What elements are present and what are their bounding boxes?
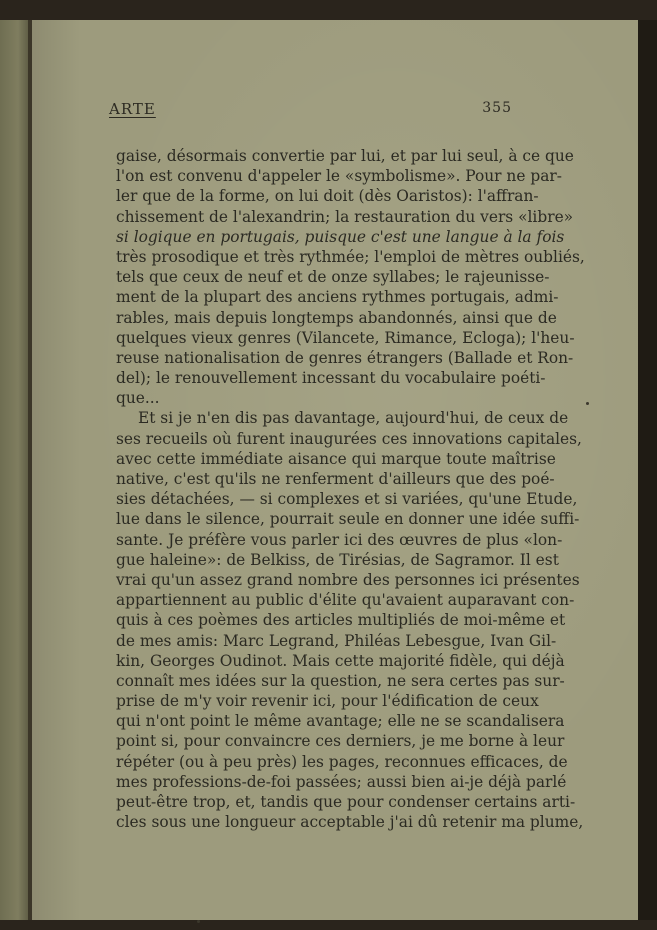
text-line: tels que ceux de neuf et de onze syllabes; le rajeunisse- xyxy=(116,268,550,287)
facing-page-edge xyxy=(0,20,30,920)
text-line: qui n'ont point le même avantage; elle ne se scandalisera xyxy=(116,712,565,731)
text-line: très prosodique et très rythmée; l'emploi de mètres oubliés, xyxy=(116,247,585,266)
running-head xyxy=(109,100,512,122)
body-text xyxy=(116,146,585,832)
text-line: prise de m'y voir revenir ici, pour l'édification de ceux xyxy=(116,692,539,711)
dark-background xyxy=(638,20,657,920)
text-line: ses recueils où furent inaugurées ces innovations capitales, xyxy=(116,429,582,448)
text-line: vrai qu'un assez grand nombre des personnes ici présentes xyxy=(116,570,580,589)
text-line: appartiennent au public d'élite qu'avaient auparavant con- xyxy=(116,591,575,610)
text-line: lue dans le silence, pourrait seule en donner une idée suffi- xyxy=(116,510,580,529)
text-line: reuse nationalisation de genres étrangers (Ballade et Ron- xyxy=(116,348,574,367)
text-line: native, c'est qu'ils ne renferment d'ailleurs que des poé- xyxy=(116,470,555,488)
text-line: mes professions-de-foi passées; aussi bien ai-je déjà parlé xyxy=(116,772,567,791)
paper-speck xyxy=(197,920,200,923)
text-line: Et si je n'en dis pas davantage, aujourd'hui, de ceux de xyxy=(138,409,569,428)
text-line: gue haleine»: de Belkiss, de Tirésias, de Sagramor. Il est xyxy=(116,550,559,569)
text-line: ment de la plupart des anciens rythmes portugais, admi- xyxy=(116,288,559,307)
paper-speck xyxy=(586,402,589,405)
running-head-title: ARTE xyxy=(109,100,156,118)
text-line: si logique en portugais, puisque c'est une langue à la fois xyxy=(116,227,565,246)
text-line: quelques vieux genres (Vilancete, Rimance, Ecloga); l'heu- xyxy=(116,328,575,347)
text-line: connaît mes idées sur la question, ne sera certes pas sur- xyxy=(116,671,565,690)
text-line: peut-être trop, et, tandis que pour condenser certains arti- xyxy=(116,793,576,811)
text-line: gaise, désormais convertie par lui, et par lui seul, à ce que xyxy=(116,147,574,165)
text-line: répéter (ou à peu près) les pages, reconnues efficaces, de xyxy=(116,752,568,771)
text-line: quis à ces poèmes des articles multipliés de moi-même et xyxy=(116,611,566,630)
text-line: sies détachées, — si complexes et si variées, qu'une Etude, xyxy=(116,490,578,509)
text-line: avec cette immédiate aisance qui marque toute maîtrise xyxy=(116,449,556,468)
text-line: que... xyxy=(116,389,160,408)
text-line: ler que de la forme, on lui doit (dès Oaristos): l'affran- xyxy=(116,187,539,206)
text-line: chissement de l'alexandrin; la restauration du vers «libre» xyxy=(116,207,574,226)
text-line: kin, Georges Oudinot. Mais cette majorité fidèle, qui déjà xyxy=(116,651,565,670)
page-number: 355 xyxy=(482,100,512,116)
text-line: del); le renouvellement incessant du vocabulaire poéti- xyxy=(116,369,546,388)
text-line: sante. Je préfère vous parler ici des œuvres de plus «lon- xyxy=(116,530,563,549)
text-line: cles sous une longueur acceptable j'ai dû retenir ma plume, xyxy=(116,813,584,832)
text-line: rables, mais depuis longtemps abandonnés, ainsi que de xyxy=(116,308,557,327)
text-line: de mes amis: Marc Legrand, Philéas Lebesgue, Ivan Gil- xyxy=(116,631,557,650)
text-line: l'on est convenu d'appeler le «symbolisme». Pour ne par- xyxy=(116,167,562,186)
text-line: point si, pour convaincre ces derniers, je me borne à leur xyxy=(116,732,565,751)
